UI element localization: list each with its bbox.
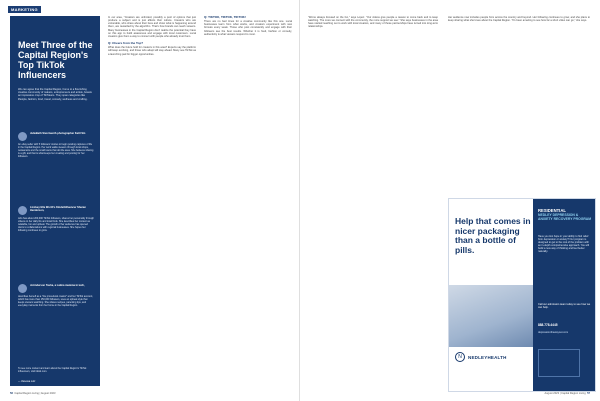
profile-body: describes herself as a "rite procedural creator" and her TikTok account, which has more than 150,000 followers, uses an upbeat style that keeps viewers watching. She shares recipes, parenting tips, and everyday moments from her home in the Capital Region. <box>18 295 93 307</box>
ad-website[interactable]: depressionthewayout.com <box>538 331 569 334</box>
ad-left-panel <box>449 199 533 391</box>
feature-outro: To see more content and learn about the Capital Region's TikTok influencers, visit tiktok.com. <box>18 367 87 373</box>
profile-name: JulieBeth Sivertsen/A photographer Kettl Sin <box>30 132 86 135</box>
avatar <box>18 284 27 293</box>
logo-text: NEDLEYHEALTH <box>468 354 507 360</box>
feature-title: Meet Three of the Capital Region's Top TikTok Influencers <box>18 40 93 80</box>
profile-body: who has about 200,000 TikTok followers, shares her personality through videos on her daily life and local finds. She describes her content as relatable, fun and upbeat. The growth of her audience has opened doors to collaborations with regional businesses. She hopes her following continues to grow. <box>18 217 95 232</box>
column-text: There are no bad times for a creative community like this one. Local businesses learn from what works, and creators experiment with new formats every week. Those who post consistently and engage with their followers see the best results. Whether it is food, fashion or comedy, authenticity is what viewers respond to most. <box>204 20 292 36</box>
ad-badge <box>538 349 580 377</box>
ad-photo <box>449 285 533 347</box>
page-footer <box>544 392 590 395</box>
logo-mark-icon: N <box>455 352 465 362</box>
page-footer <box>10 392 55 395</box>
author-signature: — Vanessa Lutz <box>18 380 36 383</box>
article-column <box>308 16 438 29</box>
profile-name: JoAnderson Tasha, a Latina mamma in tech, <box>30 284 85 287</box>
right-page <box>300 0 600 401</box>
ad-kicker-label: RESIDENTIAL <box>538 208 566 213</box>
feature-intro: We can agree that the Capital Region, home to a flourishing creative community of makers, entrepreneurs and artists, boasts an impressive crop of TikTokers. They span categories like lifestyle, fashion, food, travel, comedy, wellness and crafting. <box>18 88 92 101</box>
ad-program-title: NEDLEY DEPRESSION & ANXIETY RECOVERY PROGRAM <box>538 213 592 221</box>
section-tag: MARKETING <box>8 6 41 13</box>
page-number: 57 <box>587 392 590 395</box>
ad-logo <box>455 351 533 363</box>
profile-name: Lindsey Elle Worth's Kinde/Influencer Sharan Henderson, <box>30 206 86 213</box>
column-text: Her audience now includes people from across the country and beyond. Her following continues to grow, and she plans to keep sharing what she loves about the Capital Region. "It's been amazing to see how far a short video can go," she says. <box>448 16 590 23</box>
ad-right-panel <box>533 199 595 391</box>
ad-headline: Help that comes in nicer packaging than a bottle of pills. <box>455 216 531 255</box>
ad-kicker <box>538 209 592 221</box>
column-text: "We've always focused on the fun," says Lopez. "Our videos give people a reason to come back and to keep watching. The more we connect with the community, the more support we see." She says businesses in the area have started reaching out to work with local creators, and many of those partnerships have turned into long-term relationships. <box>308 16 438 29</box>
page-number: 56 <box>10 392 13 395</box>
article-column-3 <box>204 16 292 36</box>
column-text: In our area, "Creators are unlimited, possibly a pool of options that just produce a subject and is just affects their culture. Creators who are vulnerable, who share about their lives and show what is happening around them, are rewarded by the algorithm. That's how brands can reach viewers. Many businesses in the Capital Region don't realize the potential they have on this app to build awareness and engage with local customers. Local creators give them a way to connect with people who already trust them. <box>108 16 196 38</box>
avatar <box>18 206 27 215</box>
article-column <box>448 16 590 22</box>
article-column-2 <box>108 16 196 56</box>
avatar <box>18 132 27 141</box>
column-heading: Q: TIKTOK, TIKTOK, TIKTOK! <box>204 15 246 19</box>
publication-line: Capital Region Living | August 2023 <box>14 392 56 395</box>
column-text: What does the future hold for creators in this area? Experts say the platform will keep evolving, and those who adapt will stay ahead. Many see TikTok as a launching pad for bigger opportunities. <box>108 46 196 56</box>
ad-body: Have you lost hope in your ability to find relief from depression or anxiety? Our program is designed to get to the root of the problem with an in-depth comprehensive approach. You will build a new way of thinking and feel better naturally. <box>538 235 590 254</box>
ad-phone[interactable]: 888.778.4445 <box>538 323 558 327</box>
column-heading: Q: Cheers from the Top? <box>108 41 144 46</box>
profile-body: An ebay seller with 5 followers' stories to begin posting captures of life in the Capital Region. Her work walks viewers through local shops, restaurants and the small towns that dot the area. She believes sharing is a gift, and that is what keeps her creating and posting for her followers. <box>18 143 94 158</box>
feature-sidebar <box>10 16 100 386</box>
advertisement <box>448 198 596 392</box>
publication-line: August 2023 | Capital Region Living <box>544 392 586 395</box>
ad-call-to-action: Call our admission team today to see how we can help. <box>538 303 591 310</box>
